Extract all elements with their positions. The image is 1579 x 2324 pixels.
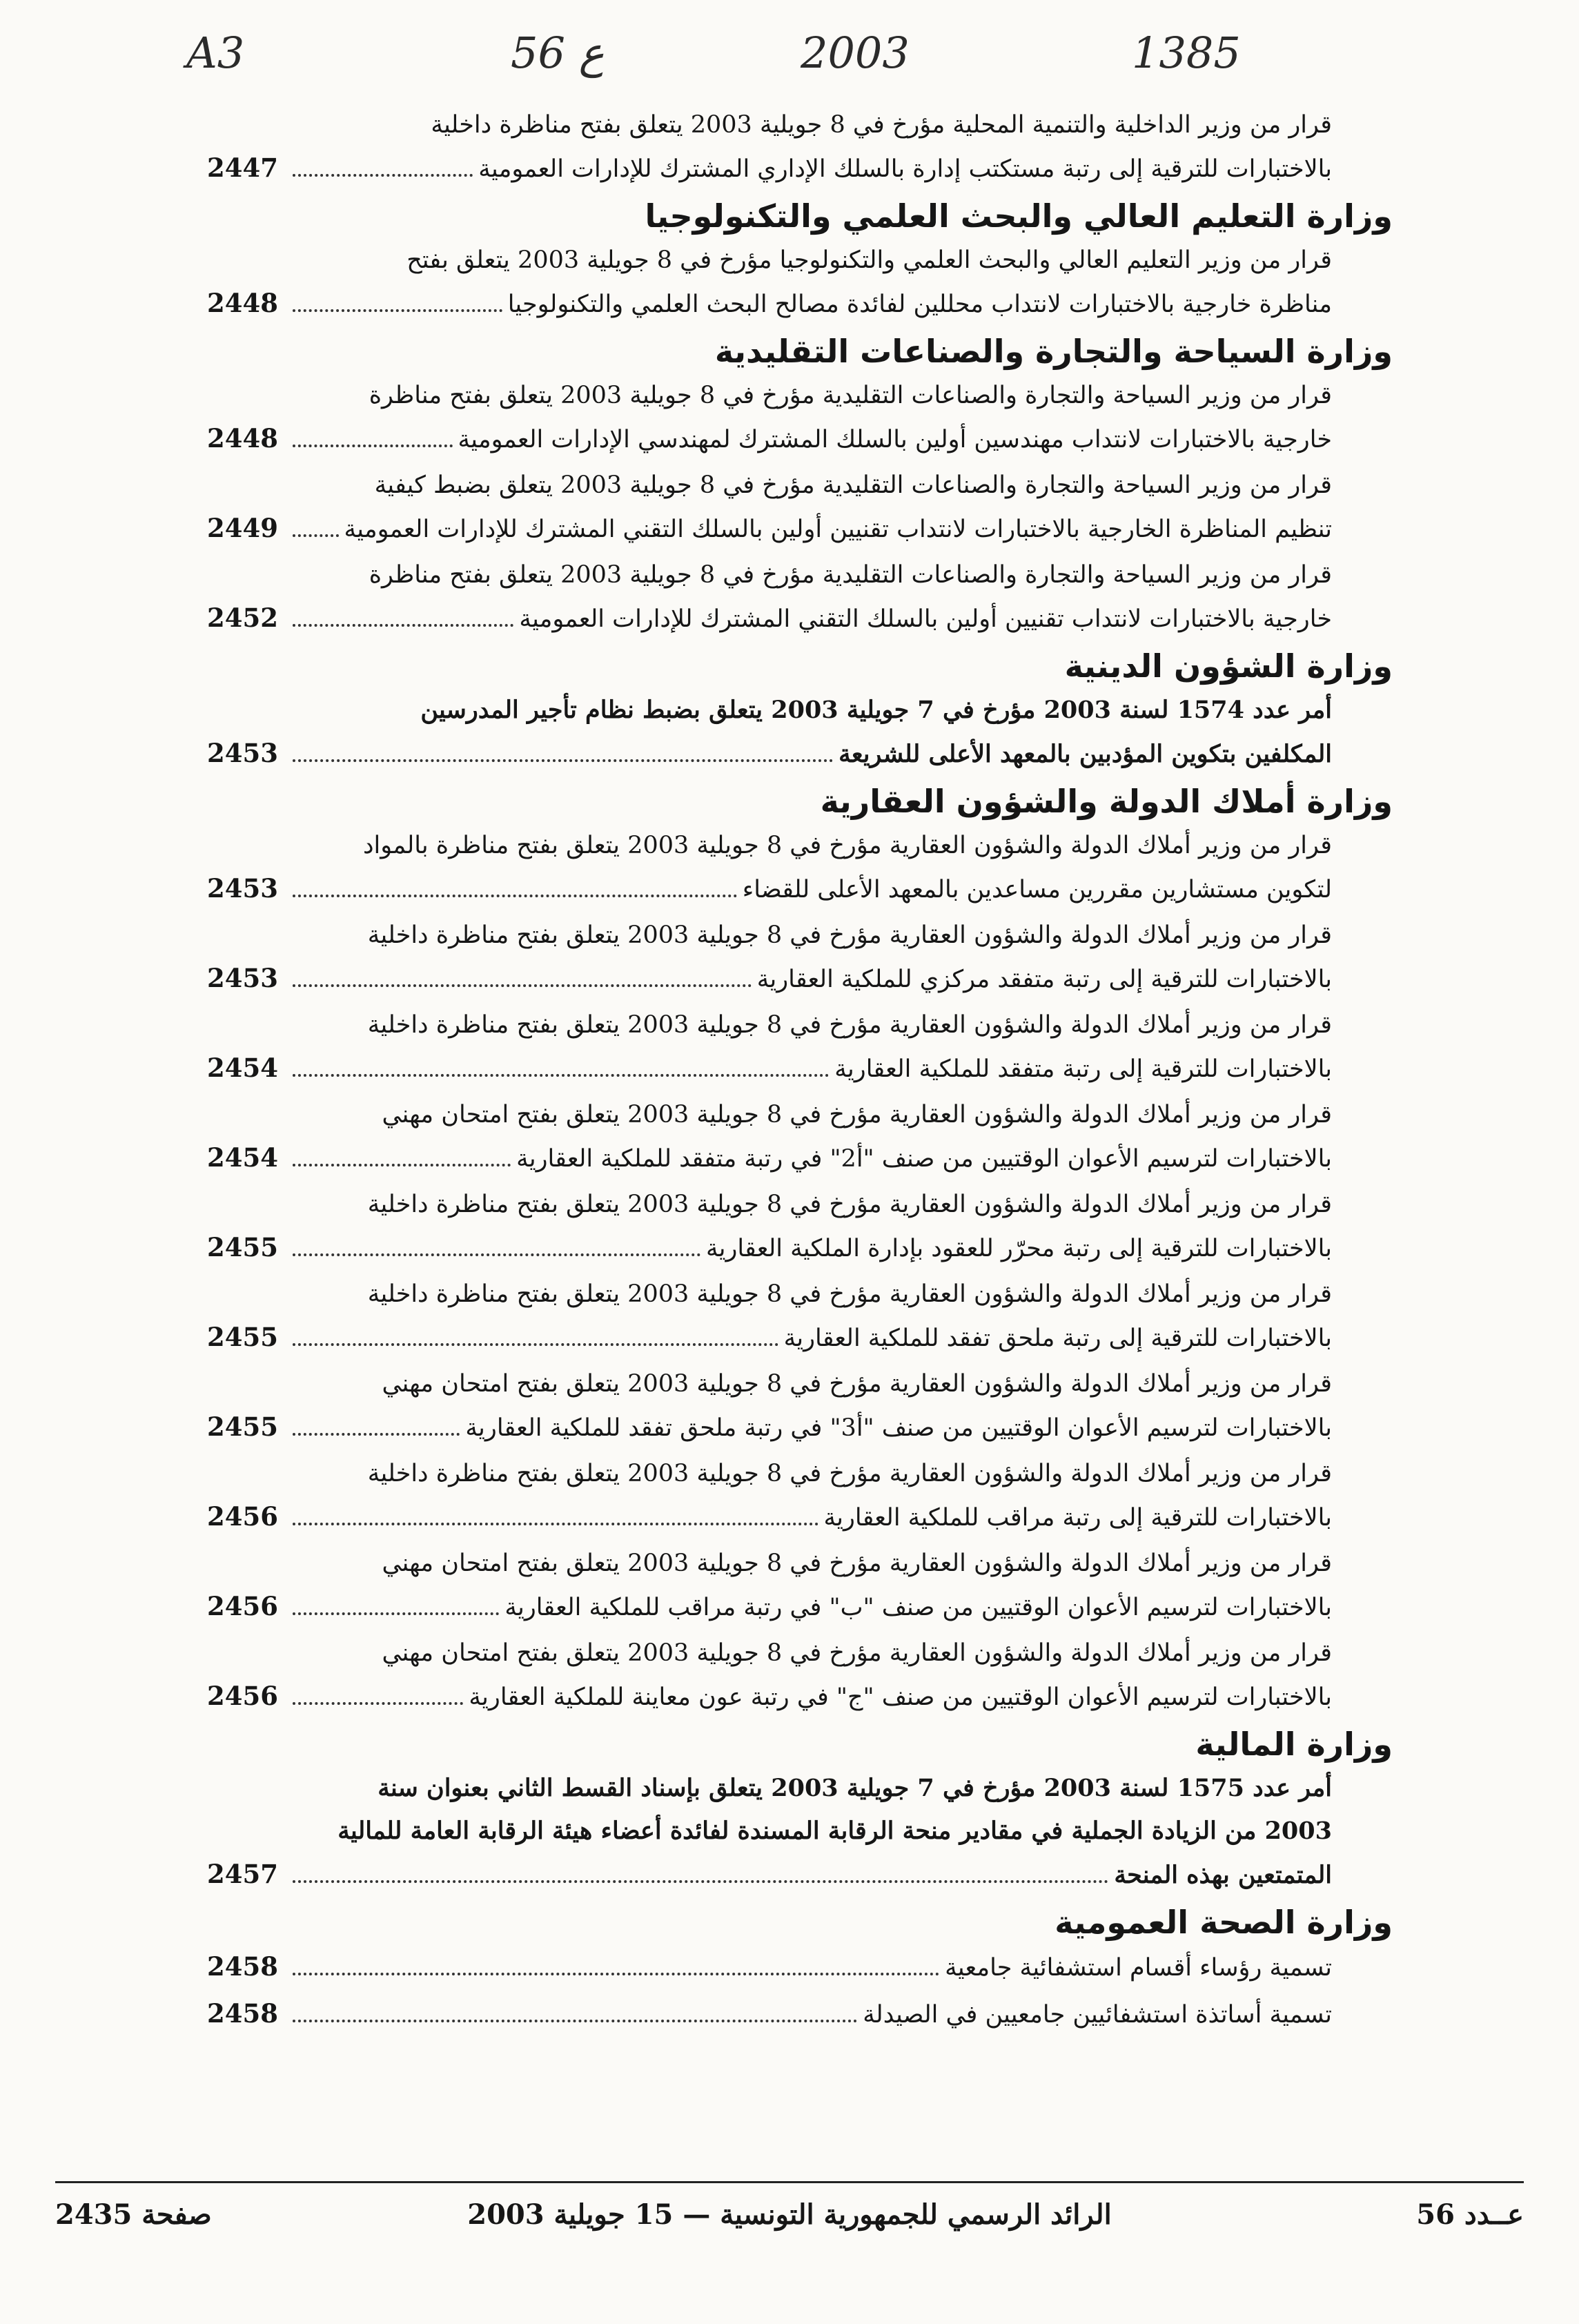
toc-entry-line: أمر عدد 1575 لسنة 2003 مؤرخ في 7 جويلية 2003 يتعلق بإسناد القسط الثاني بعنوان سنة xyxy=(377,1774,1332,1802)
toc-entry-last-line xyxy=(207,417,1332,460)
toc-entry[interactable] xyxy=(207,1093,1394,1183)
toc-page-number: 2456 xyxy=(207,1591,278,1621)
toc-entry-last-line xyxy=(207,146,1332,189)
toc-entry[interactable] xyxy=(207,374,1394,464)
dot-leader xyxy=(293,1074,829,1077)
toc-entry[interactable] xyxy=(207,1452,1394,1542)
dot-leader xyxy=(293,1164,511,1166)
toc-entry-last-line xyxy=(207,1316,1332,1358)
toc-entry[interactable] xyxy=(207,554,1394,643)
toc-entry-text: بالاختبارات للترقية إلى رتبة متفقد مركزي للملكية العقارية xyxy=(756,966,1332,993)
toc-entry-last-line xyxy=(207,867,1332,910)
dot-leader xyxy=(293,1702,463,1705)
toc-entry[interactable] xyxy=(207,1542,1394,1632)
ministry-heading: وزارة التعليم العالي والبحث العلمي والتكنولوجيا xyxy=(645,197,1393,235)
toc-entry[interactable] xyxy=(207,1183,1394,1273)
toc-entry-last-line xyxy=(207,1853,1332,1895)
toc-entry-text: خارجية بالاختبارات لانتداب تقنيين أولين بالسلك التقني المشترك للإدارات العمومية xyxy=(519,605,1332,633)
dot-leader xyxy=(293,1973,939,1975)
page-footer xyxy=(55,2181,1524,2245)
handwritten-note-issue: 56 ع xyxy=(511,28,605,78)
toc-entry[interactable] xyxy=(207,1992,1394,2039)
toc-page-number: 2455 xyxy=(207,1322,278,1352)
dot-leader xyxy=(293,174,473,177)
toc-entry[interactable] xyxy=(207,1273,1394,1363)
toc-entry[interactable] xyxy=(207,1945,1394,1992)
dot-leader xyxy=(293,1880,1108,1883)
dot-leader xyxy=(293,309,502,312)
handwritten-note-number: 1385 xyxy=(1132,28,1241,78)
toc-page-number: 2457 xyxy=(207,1859,278,1889)
ministry-heading: وزارة الشؤون الدينية xyxy=(1064,647,1393,685)
toc-page-number: 2454 xyxy=(207,1053,278,1083)
toc-entry-text: بالاختبارات لترسيم الأعوان الوقتيين من صنف "أ3" في رتبة ملحق تفقد للملكية العقارية xyxy=(465,1414,1332,1442)
toc-entry-text: بالاختبارات لترسيم الأعوان الوقتيين من صنف "ب" في رتبة مراقب للملكية العقارية xyxy=(504,1594,1332,1621)
toc-entry-line: أمر عدد 1574 لسنة 2003 مؤرخ في 7 جويلية 2003 يتعلق بضبط نظام تأجير المدرسين xyxy=(420,696,1332,724)
toc-entry-last-line xyxy=(207,1405,1332,1448)
toc-page-number: 2447 xyxy=(207,153,278,183)
toc-page-number: 2453 xyxy=(207,873,278,904)
toc-entry-text: لتكوين مستشارين مقررين مساعدين بالمعهد الأعلى للقضاء xyxy=(742,876,1332,904)
toc-entry-text: المكلفين بتكوين المؤدبين بالمعهد الأعلى للشريعة xyxy=(838,740,1332,768)
table-of-contents xyxy=(207,104,1394,2039)
toc-entry-last-line xyxy=(207,282,1332,324)
dot-leader xyxy=(293,534,339,537)
toc-page-number: 2456 xyxy=(207,1681,278,1711)
dot-leader xyxy=(293,759,833,762)
toc-entry[interactable] xyxy=(207,1632,1394,1721)
toc-entry-text: تسمية أساتذة استشفائيين جامعيين في الصيدلة xyxy=(863,2001,1332,2029)
toc-page-number: 2452 xyxy=(207,603,278,633)
toc-entry[interactable] xyxy=(207,914,1394,1004)
toc-page-number: 2456 xyxy=(207,1501,278,1532)
toc-page-number: 2449 xyxy=(207,513,278,543)
dot-leader xyxy=(293,445,453,447)
toc-entry-text: بالاختبارات لترسيم الأعوان الوقتيين من صنف "ج" في رتبة عون معاينة للملكية العقارية xyxy=(469,1683,1332,1711)
toc-entry-line: قرار من وزير أملاك الدولة والشؤون العقارية مؤرخ في 8 جويلية 2003 يتعلق بفتح امتحان مهني xyxy=(382,1370,1332,1398)
toc-entry-line: قرار من وزير أملاك الدولة والشؤون العقارية مؤرخ في 8 جويلية 2003 يتعلق بفتح امتحان مهني xyxy=(382,1639,1332,1667)
toc-page-number: 2458 xyxy=(207,1951,278,1982)
dot-leader xyxy=(293,1523,818,1525)
toc-entry-line: قرار من وزير أملاك الدولة والشؤون العقارية مؤرخ في 8 جويلية 2003 يتعلق بفتح مناظرة بالمواد xyxy=(362,832,1332,859)
toc-entry-text: بالاختبارات للترقية إلى رتبة مراقب للملكية العقارية xyxy=(823,1504,1332,1532)
toc-entry-text: مناظرة خارجية بالاختبارات لانتداب محللين لفائدة مصالح البحث العلمي والتكنولوجيا xyxy=(507,291,1332,318)
toc-entry[interactable] xyxy=(207,1363,1394,1452)
toc-entry-line: قرار من وزير السياحة والتجارة والصناعات التقليدية مؤرخ في 8 جويلية 2003 يتعلق بفتح مناظرة xyxy=(369,561,1332,589)
toc-entry-last-line xyxy=(207,732,1332,774)
ministry-heading: وزارة أملاك الدولة والشؤون العقارية xyxy=(820,783,1393,820)
dot-leader xyxy=(293,1612,499,1615)
dot-leader xyxy=(293,1253,700,1256)
toc-entry-last-line xyxy=(207,507,1332,549)
ministry-heading: وزارة المالية xyxy=(1195,1726,1393,1763)
footer-issue-number: عــدد 56 xyxy=(1416,2198,1524,2231)
toc-entry-line: قرار من وزير أملاك الدولة والشؤون العقارية مؤرخ في 8 جويلية 2003 يتعلق بفتح امتحان مهني xyxy=(382,1550,1332,1577)
toc-entry-line: قرار من وزير أملاك الدولة والشؤون العقارية مؤرخ في 8 جويلية 2003 يتعلق بفتح مناظرة داخلية xyxy=(367,921,1332,949)
toc-entry-last-line xyxy=(207,1495,1332,1538)
toc-entry-text: بالاختبارات للترقية إلى رتبة مستكتب إدارة بالسلك الإداري المشترك للإدارات العمومية xyxy=(478,155,1332,183)
dot-leader xyxy=(293,2020,857,2022)
toc-entry[interactable] xyxy=(207,824,1394,914)
toc-entry-last-line xyxy=(207,957,1332,999)
toc-entry[interactable] xyxy=(207,104,1394,193)
toc-entry-last-line xyxy=(207,1585,1332,1628)
footer-journal-title: الرائد الرسمي للجمهورية التونسية — 15 جويلية 2003 xyxy=(467,2198,1112,2231)
toc-entry-last-line xyxy=(207,1136,1332,1179)
toc-entry[interactable] xyxy=(207,1004,1394,1093)
toc-entry-line: قرار من وزير التعليم العالي والبحث العلمي والتكنولوجيا مؤرخ في 8 جويلية 2003 يتعلق بفتح xyxy=(406,246,1332,274)
toc-entry-line: قرار من وزير أملاك الدولة والشؤون العقارية مؤرخ في 8 جويلية 2003 يتعلق بفتح مناظرة داخلية xyxy=(367,1011,1332,1039)
toc-entry-line: قرار من وزير الداخلية والتنمية المحلية مؤرخ في 8 جويلية 2003 يتعلق بفتح مناظرة داخلية xyxy=(431,111,1332,139)
toc-page-number: 2455 xyxy=(207,1412,278,1442)
toc-page-number: 2458 xyxy=(207,1998,278,2029)
toc-page-number: 2455 xyxy=(207,1232,278,1262)
toc-entry-text: بالاختبارات للترقية إلى رتبة ملحق تفقد للملكية العقارية xyxy=(783,1325,1332,1352)
toc-page-number: 2448 xyxy=(207,423,278,453)
toc-entry-text: خارجية بالاختبارات لانتداب مهندسين أولين بالسلك المشترك لمهندسي الإدارات العمومية xyxy=(458,426,1332,453)
toc-entry-line: قرار من وزير أملاك الدولة والشؤون العقارية مؤرخ في 8 جويلية 2003 يتعلق بفتح مناظرة داخلية xyxy=(367,1460,1332,1487)
toc-entry-last-line xyxy=(207,1945,1332,1988)
toc-entry-line: قرار من وزير أملاك الدولة والشؤون العقارية مؤرخ في 8 جويلية 2003 يتعلق بفتح مناظرة داخلية xyxy=(367,1191,1332,1218)
toc-page-number: 2454 xyxy=(207,1142,278,1173)
footer-page-number: صفحة 2435 xyxy=(55,2198,212,2231)
toc-entry[interactable] xyxy=(207,689,1394,779)
handwritten-note-year: 2003 xyxy=(801,28,910,78)
toc-entry[interactable] xyxy=(207,1767,1394,1900)
toc-entry-line: قرار من وزير السياحة والتجارة والصناعات التقليدية مؤرخ في 8 جويلية 2003 يتعلق بضبط كيفية xyxy=(374,471,1332,499)
toc-entry-line: قرار من وزير السياحة والتجارة والصناعات التقليدية مؤرخ في 8 جويلية 2003 يتعلق بفتح مناظرة xyxy=(369,382,1332,409)
toc-entry-text: بالاختبارات للترقية إلى رتبة محرّر للعقود بإدارة الملكية العقارية xyxy=(705,1235,1332,1262)
toc-page-number: 2448 xyxy=(207,288,278,318)
dot-leader xyxy=(293,895,737,897)
toc-entry-line: 2003 من الزيادة الجملية في مقادير منحة الرقابة المسندة لفائدة أعضاء هيئة الرقابة العامة للمالية xyxy=(337,1817,1332,1845)
ministry-heading: وزارة السياحة والتجارة والصناعات التقليدية xyxy=(714,333,1393,370)
toc-entry-text: المتمتعين بهذه المنحة xyxy=(1114,1861,1332,1889)
toc-entry-line: قرار من وزير أملاك الدولة والشؤون العقارية مؤرخ في 8 جويلية 2003 يتعلق بفتح امتحان مهني xyxy=(382,1101,1332,1129)
toc-entry-text: تسمية رؤساء أقسام استشفائية جامعية xyxy=(945,1954,1332,1982)
ministry-heading: وزارة الصحة العمومية xyxy=(1055,1904,1393,1941)
dot-leader xyxy=(293,984,752,987)
handwritten-note-a3: A3 xyxy=(186,28,245,78)
toc-entry-last-line xyxy=(207,1046,1332,1089)
toc-entry[interactable] xyxy=(207,464,1394,554)
toc-page-number: 2453 xyxy=(207,738,278,768)
toc-entry-text: بالاختبارات لترسيم الأعوان الوقتيين من صنف "أ2" في رتبة متفقد للملكية العقارية xyxy=(516,1145,1332,1173)
toc-entry-last-line xyxy=(207,596,1332,639)
dot-leader xyxy=(293,1433,460,1436)
toc-entry-text: تنظيم المناظرة الخارجية بالاختبارات لانتداب تقنيين أولين بالسلك التقني المشترك للإدارات العمومية xyxy=(344,516,1332,543)
dot-leader xyxy=(293,624,513,627)
dot-leader xyxy=(293,1343,778,1346)
toc-entry-last-line xyxy=(207,1992,1332,2035)
toc-entry[interactable] xyxy=(207,239,1394,329)
toc-entry-text: بالاختبارات للترقية إلى رتبة متفقد للملكية العقارية xyxy=(834,1055,1332,1083)
toc-page-number: 2453 xyxy=(207,963,278,993)
toc-entry-last-line xyxy=(207,1226,1332,1269)
toc-entry-last-line xyxy=(207,1674,1332,1717)
toc-entry-line: قرار من وزير أملاك الدولة والشؤون العقارية مؤرخ في 8 جويلية 2003 يتعلق بفتح مناظرة داخلية xyxy=(367,1280,1332,1308)
